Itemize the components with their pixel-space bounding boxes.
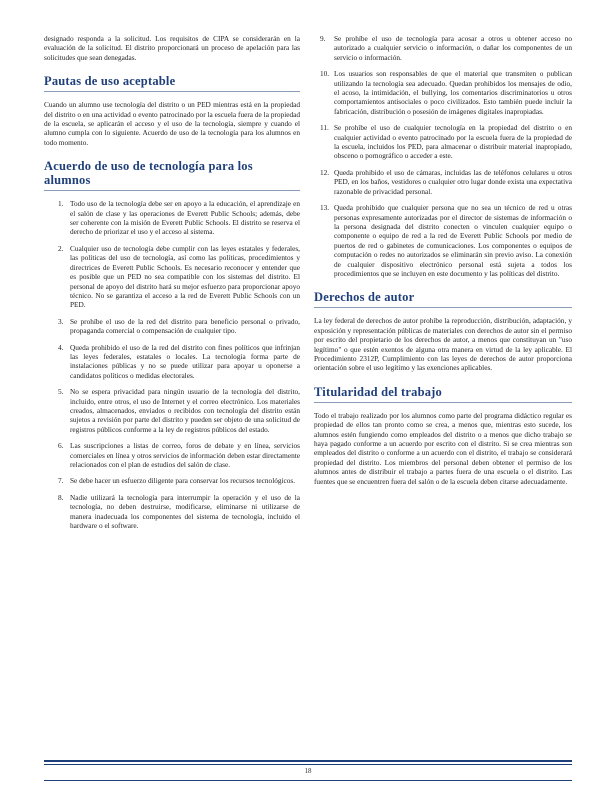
item-number: 12. (320, 167, 330, 177)
list-item (44, 476, 300, 485)
item-text: Nadie utilizará la tecnología para interrumpir la operación y el uso de la tecnología, no deben destruirse, modificarse, eliminarse ni utilizarse de manera inadecuada los componentes del sistema de tecnología, incluido el hardware o el software. (70, 492, 300, 531)
acuerdo-list-left (44, 199, 300, 530)
item-text: Se prohíbe el uso de la red del distrito para beneficio personal o privado, propaganda comercial o compensación de cualquier tipo. (70, 316, 300, 336)
item-number: 10. (320, 69, 330, 79)
intro-paragraph: designado responda a la solicitud. Los requisitos de CIPA se considerarán en la evaluación de la solicitud. El distrito proporcionará un proceso de apelación para las solicitudes que sean denegadas. (44, 34, 300, 62)
item-number: 13. (320, 203, 330, 213)
left-column (44, 34, 300, 537)
list-item (44, 441, 300, 469)
titularidad-paragraph: Todo el trabajo realizado por los alumnos como parte del programa didáctico regular es propiedad de ellos tan pronto como se crea, a menos que, mientras esto sucede, los alumnos estén fungiendo como empleados del distrito o a menos que dicho trabajo se haya pagado conforme a un acuerdo por escrito con el distrito. Si se crea mientras son empleados del distrito o conforme a un acuerdo con el distrito, el trabajo se considerará propiedad del distrito. Los miembros del personal deben obtener el permiso de los alumnos antes de distribuir el trabajo a partes fuera de una escuela o el distrito. Las fuentes que se encuentren fuera del salón o de la escuela deben citarse adecuadamente. (314, 410, 572, 486)
page-number: 18 (304, 767, 312, 775)
list-item (314, 34, 572, 62)
item-number: 3. (58, 316, 64, 326)
footer-rule-thick (44, 760, 572, 762)
item-number: 11. (320, 123, 329, 133)
list-item (44, 387, 300, 434)
item-text: Se debe hacer un esfuerzo diligente para conservar los recursos tecnológicos. (70, 476, 296, 486)
item-number: 1. (58, 199, 64, 209)
item-number: 4. (58, 342, 64, 352)
item-text: Cualquier uso de tecnología debe cumplir con las leyes estatales y federales, las políticas del uso de tecnología, así como las políticas, procedimientos y directrices de Everett Public Schools. Es necesario reconocer y entender que es posible que un PED no sea compatible con los sistemas del distrito. El personal de apoyo del distrito hará su mejor esfuerzo para proporcionar apoyo técnico. No se garantiza el acceso a la red de Everett Public Schools con un PED. (70, 243, 300, 310)
list-item (314, 168, 572, 196)
list-item (44, 244, 300, 310)
acuerdo-heading: Acuerdo de uso de tecnología para los alumnos (44, 159, 300, 191)
item-text: Los usuarios son responsables de que el material que transmiten o publican utilizando la tecnología sea adecuado. Quedan prohibidos los mensajes de odio, el acoso, la intimidación, el bullying, los comentarios discriminatorios u otros comportamientos antisociales o poco civilizados. Esto también puede incluir la fabricación, distribución o posesión de imágenes digitales inapropiadas. (334, 69, 572, 116)
item-text: Queda prohibido el uso de cámaras, incluidas las de teléfonos celulares u otros PED, en los baños, vestidores o cualquier otro lugar donde exista una expectativa razonable de privacidad personal. (334, 167, 572, 196)
item-text: Queda prohibido el uso de la red del distrito con fines políticos que infrinjan las leyes federales, estatales o locales. La tecnología forma parte de instalaciones públicas y no se puede utilizar para apoyar u oponerse a candidatos políticos o medidas electorales. (70, 342, 300, 380)
footer-rule-bottom (44, 780, 572, 781)
item-text: Queda prohibido que cualquier persona que no sea un técnico de red u otras personas expresamente autorizadas por el director de sistemas de información o la persona designada del distrito conecten o vinculen cualquier equipo o componente o equipo de red a la red de Everett Public Schools por medio de puertos de red o gabinetes de comunicaciones. Los componentes o equipos de computación o redes no autorizados se eliminarán sin previo aviso. La conexión de cualquier dispositivo electrónico personal está sujeta a todos los procedimientos que se incluyen en este documento y las políticas del distrito. (334, 203, 572, 278)
footer-rule-thin (44, 764, 572, 765)
list-item (44, 493, 300, 531)
derechos-paragraph: La ley federal de derechos de autor prohíbe la reproducción, distribución, adaptación, y exposición y representación públicas de materiales con derechos de autor sin el permiso por escrito del propietario de los derechos de autor, a menos que constituyan un "uso legítimo" o que estén exentos de alguna otra manera en virtud de la ley aplicable. El Procedimiento 2312P, Cumplimiento con las leyes de derechos de autor proporciona orientación sobre el uso legítimo y las exenciones aplicables. (314, 316, 572, 373)
item-text: Se prohíbe el uso de tecnología para acosar a otros u obtener acceso no autorizado a cualquier servicio o información, o dañar los componentes de un servicio o información. (334, 34, 572, 62)
item-number: 2. (58, 243, 64, 253)
item-number: 8. (58, 492, 64, 502)
item-number: 5. (58, 387, 64, 397)
item-text: Se prohíbe el uso de cualquier tecnología en la propiedad del distrito o en cualquier actividad o evento patrocinado por la escuela fuera de la propiedad de la escuela, incluidos los PED, para almacenar o distribuir material inapropiado, obsceno o pornográfico o acceder a este. (334, 123, 572, 161)
list-item (44, 199, 300, 237)
item-text: Todo uso de la tecnología debe ser en apoyo a la educación, el aprendizaje en el salón de clase y las operaciones de Everett Public Schools; además, debe ser coherente con la misión de Everett Public Schools. El distrito se reserva el derecho de priorizar el uso y el acceso al sistema. (70, 199, 300, 237)
item-text: No se espera privacidad para ningún usuario de la tecnología del distrito, incluido, entre otros, el uso de Internet y el correo electrónico. Los materiales creados, almacenados, enviados o recibidos con tecnología del distrito están sujetos a revisión por parte del distrito y pueden ser objeto de una solicitud de registros públicos conforme a la ley de registros públicos del estado. (70, 387, 300, 434)
derechos-heading: Derechos de autor (314, 290, 572, 308)
list-item (314, 203, 572, 278)
list-item (314, 123, 572, 161)
pautas-paragraph: Cuando un alumno use tecnología del distrito o un PED mientras está en la propiedad del distrito o en una actividad o evento patrocinado por la escuela fuera de la propiedad de la escuela, se aplicarán el acceso y el uso de la tecnología, siempre y cuando el alumno cumpla con lo siguiente. Acuerdo de uso de la tecnología para los alumnos en todo momento. (44, 100, 300, 147)
right-column (314, 34, 572, 494)
item-number: 7. (58, 476, 64, 486)
item-number: 9. (320, 34, 326, 43)
pautas-heading: Pautas de uso aceptable (44, 74, 300, 92)
list-item (314, 69, 572, 116)
item-number: 6. (58, 441, 64, 451)
item-text: Las suscripciones a listas de correo, foros de debate y en línea, servicios comerciales en línea y otros servicios de información deben estar directamente relacionados con el plan de estudios del salón de clase. (70, 441, 300, 469)
acuerdo-list-right (314, 34, 572, 278)
list-item (44, 317, 300, 336)
titularidad-heading: Titularidad del trabajo (314, 385, 572, 403)
list-item (44, 343, 300, 381)
